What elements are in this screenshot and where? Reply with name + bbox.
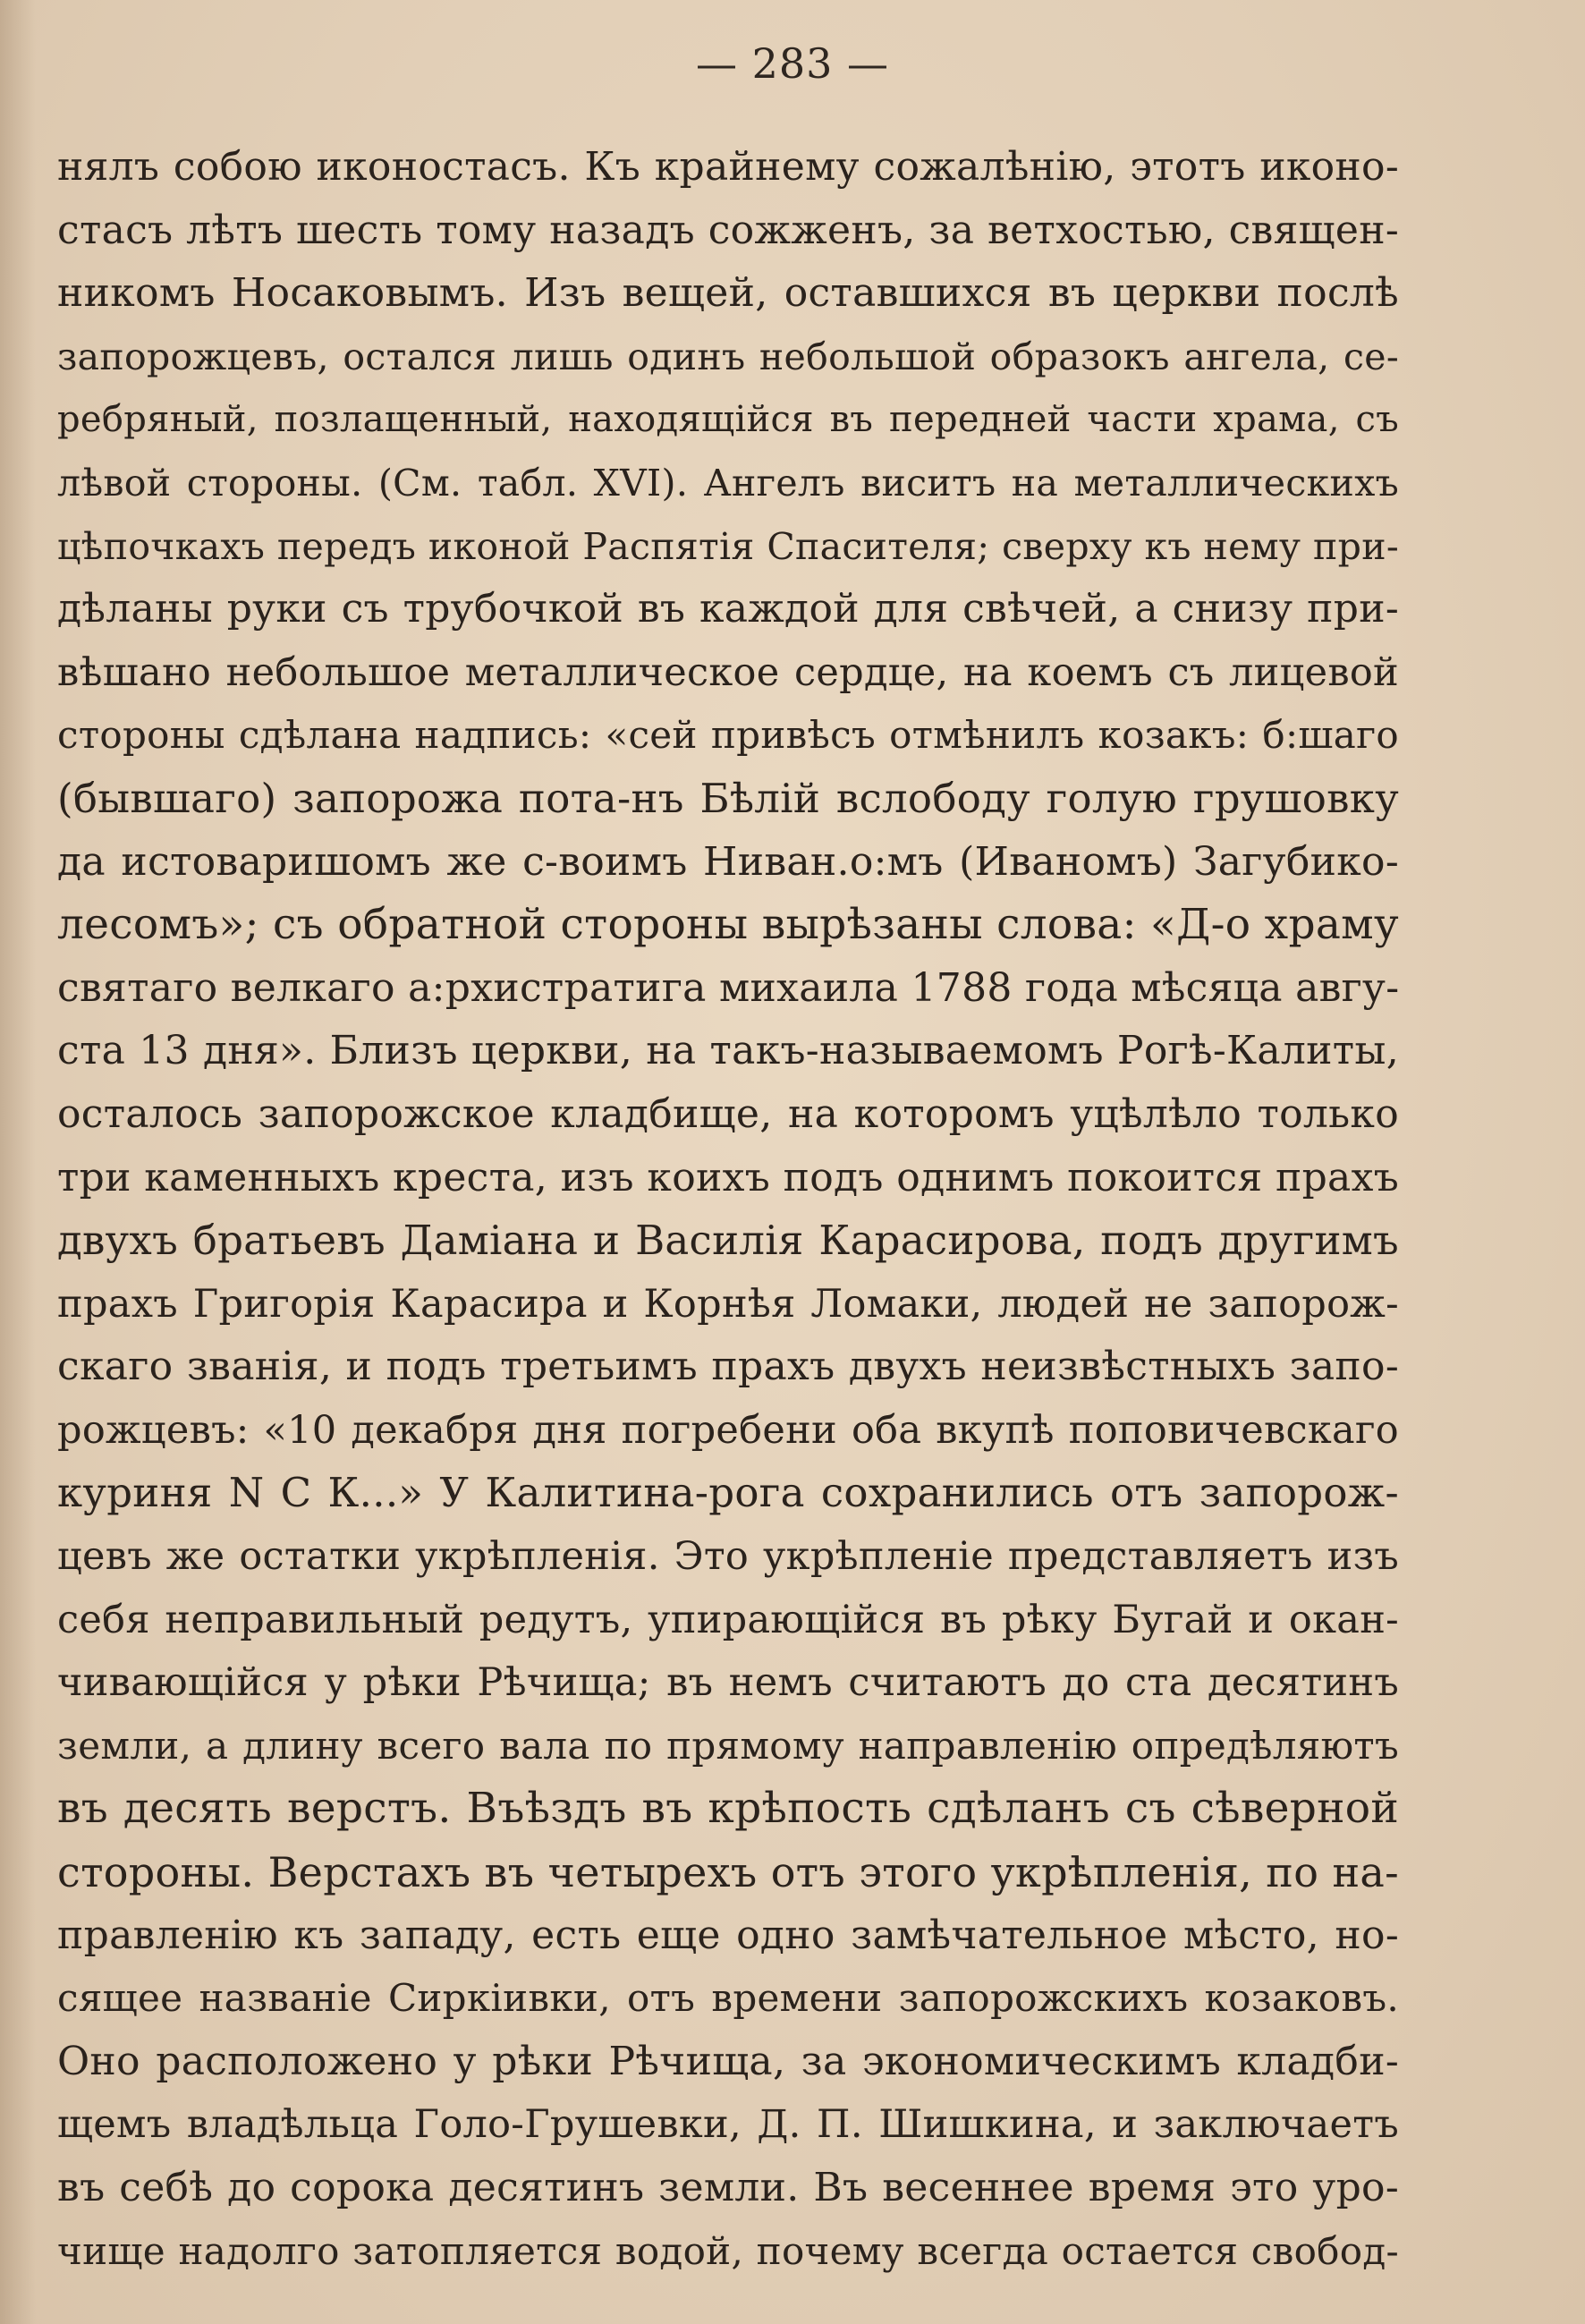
text-line: дѣланы руки съ трубочкой въ каждой для свѣчей, а снизу при- — [57, 586, 1399, 632]
text-line: лѣвой стороны. (См. табл. XVI). Ангелъ виситъ на металлическихъ — [57, 461, 1399, 505]
text-line: въ себѣ до сорока десятинъ земли. Въ весеннее время это уро- — [57, 2165, 1399, 2210]
text-line: три каменныхъ креста, изъ коихъ подъ однимъ покоится прахъ — [57, 1154, 1399, 1200]
text-line: цевъ же остатки укрѣпленія. Это укрѣпленіе представляетъ изъ — [57, 1534, 1399, 1580]
text-line: прахъ Григорія Карасира и Корнѣя Ломаки, людей не запорож- — [57, 1281, 1399, 1327]
text-line: нялъ собою иконостасъ. Къ крайнему сожалѣнію, этотъ иконо- — [57, 144, 1399, 190]
text-line: запорожцевъ, остался лишь одинъ небольшой образокъ ангела, се- — [57, 335, 1399, 378]
text-line: ребряный, позлащенный, находящійся въ передней части храма, съ — [57, 399, 1399, 441]
text-line: лесомъ»; съ обратной стороны вырѣзаны слова: «Д-о храму — [57, 900, 1399, 950]
text-line: стороны. Верстахъ въ четырехъ отъ этого укрѣпленія, по на- — [57, 1848, 1399, 1897]
text-line: (бывшаго) запорожа пота-нъ Бѣлій вслободу голую грушовку — [57, 774, 1399, 822]
body-text — [57, 136, 1399, 2283]
text-line: куриня N С К...» У Калитина-рога сохранились отъ запорож- — [57, 1469, 1399, 1517]
text-line: скаго званія, и подъ третьимъ прахъ двухъ неизвѣстныхъ запо- — [57, 1344, 1399, 1390]
text-line: вѣшано небольшое металлическое сердце, на коемъ съ лицевой — [57, 649, 1399, 695]
text-line: ста 13 дня». Близъ церкви, на такъ-называемомъ Рогѣ-Калиты, — [57, 1028, 1399, 1074]
text-line: рожцевъ: «10 декабря дня погребени оба вкупѣ поповичевскаго — [57, 1407, 1399, 1453]
text-line: земли, а длину всего вала по прямому направленію опредѣляютъ — [57, 1723, 1399, 1768]
text-line: правленію къ западу, есть еще одно замѣчательное мѣсто, но- — [57, 1912, 1399, 1958]
page-number: — 283 — — [695, 39, 890, 88]
page-edge-shadow — [0, 0, 36, 2324]
text-line: стороны сдѣлана надпись: «сей привѣсъ отмѣнилъ козакъ: б:шаго — [57, 713, 1399, 758]
text-line: осталось запорожское кладбище, на которомъ уцѣлѣло только — [57, 1090, 1399, 1137]
text-line: щемъ владѣльца Голо-Грушевки, Д. П. Шишкина, и заключаетъ — [57, 2102, 1399, 2148]
text-line: цѣпочкахъ передъ иконой Распятія Спасителя; сверху къ нему при- — [57, 524, 1399, 568]
text-line: Оно расположено у рѣки Рѣчища, за экономическимъ кладби- — [57, 2038, 1399, 2084]
text-line: двухъ братьевъ Даміана и Василія Карасирова, подъ другимъ — [57, 1217, 1399, 1265]
text-line: чивающійся у рѣки Рѣчища; въ немъ считаютъ до ста десятинъ — [57, 1660, 1399, 1706]
text-line: стасъ лѣтъ шесть тому назадъ сожженъ, за ветхостью, священ- — [57, 207, 1399, 253]
text-line: себя неправильный редутъ, упирающійся въ рѣку Бугай и окан- — [57, 1597, 1399, 1642]
text-line: святаго велкаго а:рхистратига михаила 1788 года мѣсяца авгу- — [57, 964, 1400, 1011]
text-line: никомъ Носаковымъ. Изъ вещей, оставшихся въ церкви послѣ — [57, 270, 1399, 317]
text-line: въ десять верстъ. Въѣздъ въ крѣпость сдѣланъ съ сѣверной — [57, 1784, 1399, 1834]
text-line: да истоваришомъ же с-воимъ Ниван.о:мъ (Иваномъ) Загубико- — [57, 838, 1399, 885]
text-line: чище надолго затопляется водой, почему всегда остается свобод- — [57, 2228, 1399, 2273]
text-line: сящее названіе Сиркіивки, отъ времени запорожскихъ козаковъ. — [57, 1976, 1399, 2021]
